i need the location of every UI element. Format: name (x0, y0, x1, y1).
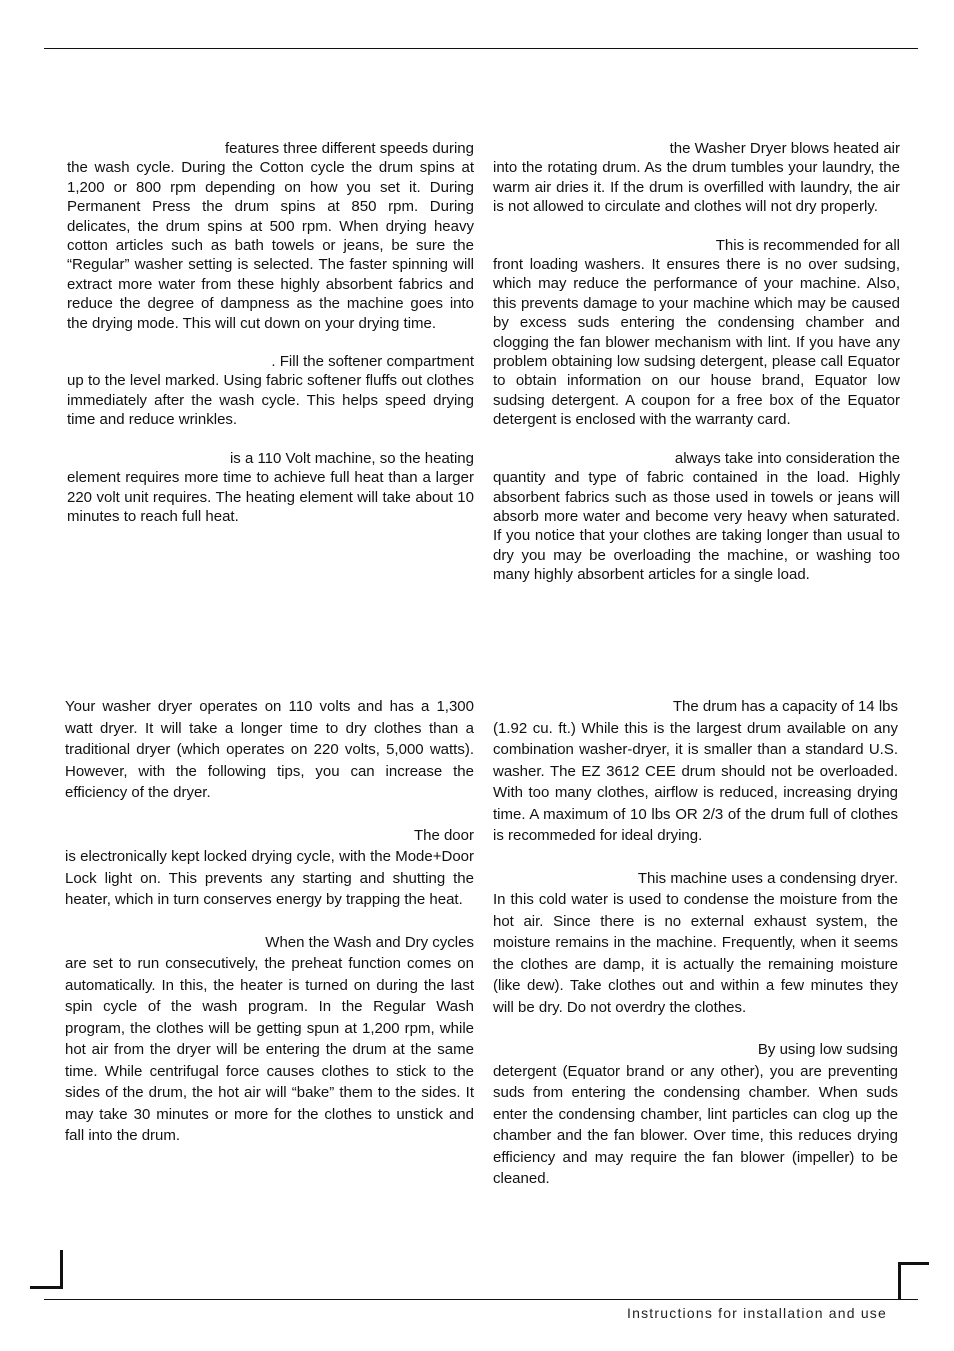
paragraph-lead: This machine uses a condensing dryer. (637, 869, 898, 887)
paragraph-body: Your washer dryer operates on 110 volts and has a 1,300 watt dryer. It will take a longer time to dry clothes than a traditional dryer (which operates on 220 volts, 5,000 watts). However, with the following tips, you can increase the efficiency of the dryer. (65, 698, 474, 801)
paragraph (493, 139, 900, 217)
paragraph-lead: the Washer Dryer blows heated air (669, 140, 900, 157)
paragraph-body: element requires more time to achieve full heat than a larger 220 volt unit requires. The heating element will take about 10 minutes to reach full heat. (67, 469, 474, 525)
paragraph (493, 1039, 898, 1190)
paragraph (67, 352, 474, 430)
paragraph-lead: features three different speeds during (224, 140, 474, 157)
paragraph (65, 825, 474, 911)
paragraph-lead: is a 110 Volt machine, so the heating (229, 449, 474, 467)
paragraph-lead: By using low sudsing (757, 1041, 898, 1058)
paragraph (493, 236, 900, 430)
paragraph (67, 139, 474, 333)
paragraph (65, 932, 474, 1147)
paragraph (65, 696, 474, 804)
column-left-top (67, 139, 474, 526)
paragraph-body: the wash cycle. During the Cotton cycle the drum spins at 1,200 or 800 rpm depending on how you set it. During Permanent Press the drum spins at 850 rpm. During delicates, the drum spins at 500 rpm. When drying heavy cotton articles such as bath towels or jeans, be sure the “Regular” washer setting is selected. The faster spinning will extract more water from these highly absorbent fabrics and reduce the degree of dampness as the machine goes into the drying mode. This will cut down on your drying time. (67, 159, 474, 332)
corner-bracket-right (898, 1262, 929, 1299)
paragraph (493, 449, 900, 585)
paragraph (67, 449, 474, 527)
paragraph-body: quantity and type of fabric contained in the load. Highly absorbent fabrics such as those used in towels or jeans will absorb more water and become very heavy when saturated. If you notice that your clothes are taking longer than usual to dry you may be overloading the machine, or washing too many highly absorbent articles for a single load. (493, 469, 900, 584)
paragraph-lead: When the Wash and Dry cycles (265, 933, 474, 951)
column-right-top (493, 139, 900, 585)
column-left-bottom (65, 696, 474, 1147)
paragraph-lead: always take into consideration the (674, 449, 900, 467)
paragraph-body: is electronically kept locked drying cycle, with the Mode+Door Lock light on. This prevents any starting and shutting the heater, which in turn conserves energy by trapping the heat. (65, 848, 474, 908)
corner-bracket-left (30, 1250, 63, 1289)
top-rule (44, 48, 918, 49)
paragraph-body: are set to run consecutively, the preheat function comes on automatically. In this, the heater is turned on during the last spin cycle of the wash program. In the Regular Wash program, the clothes will be getting spun at 1,200 rpm, while hot air from the dryer will be entering the drum at the same time. While centrifugal force causes clothes to stick to the sides of the drum, the hot air will “bake” them to the sides. It may take 30 minutes or more for the clothes to unstick and fall into the drum. (65, 955, 474, 1144)
paragraph (493, 868, 898, 1019)
paragraph-lead: . Fill the softener compartment (271, 353, 474, 371)
paragraph-body: front loading washers. It ensures there is no over sudsing, which may reduce the performance of your machine. Also, this prevents damage to your machine which may be caused by excess suds entering the condensing chamber and clogging the fan blower mechanism with lint. If you have any problem obtaining low sudsing detergent, please call Equator to obtain information on our house brand, Equator low sudsing detergent. A coupon for a free box of the Equator detergent is enclosed with the warranty card. (493, 256, 900, 429)
paragraph-lead: The door (413, 826, 474, 844)
paragraph-lead: This is recommended for all (715, 236, 900, 254)
column-right-bottom (493, 696, 898, 1190)
paragraph-lead: The drum has a capacity of 14 lbs (672, 698, 898, 715)
paragraph-body: detergent (Equator brand or any other), you are preventing suds from entering the condensing chamber. When suds enter the condensing chamber, lint particles can clog up the chamber and the fan blower. Over time, this reduces drying efficiency and may require the fan blower (impeller) to be cleaned. (493, 1062, 898, 1187)
paragraph-body: In this cold water is used to condense the moisture from the hot air. Since there is no external exhaust system, the moisture remains in the machine. Frequently, when it seems the clothes are damp, it is actually the remaining moisture (like dew). Take clothes out and within a few minutes they will be dry. Do not overdry the clothes. (493, 891, 898, 1016)
paragraph-body: (1.92 cu. ft.) While this is the largest drum available on any combination washer-dryer, it is smaller than a standard U.S. washer. The EZ 3612 CEE drum should not be overloaded. With too many clothes, airflow is reduced, increasing drying time. A maximum of 10 lbs OR 2/3 of the drum full of clothes is recommeded for ideal drying. (493, 719, 898, 844)
paragraph (493, 696, 898, 847)
paragraph-body: up to the level marked. Using fabric softener fluffs out clothes immediately after the wash cycle. This helps speed drying time and reduce wrinkles. (67, 372, 474, 429)
bottom-rule (44, 1299, 918, 1300)
paragraph-body: into the rotating drum. As the drum tumbles your laundry, the warm air dries it. If the drum is overfilled with laundry, the air is not allowed to circulate and clothes will not dry properly. (493, 159, 900, 216)
footer-text: Instructions for installation and use (627, 1305, 887, 1321)
